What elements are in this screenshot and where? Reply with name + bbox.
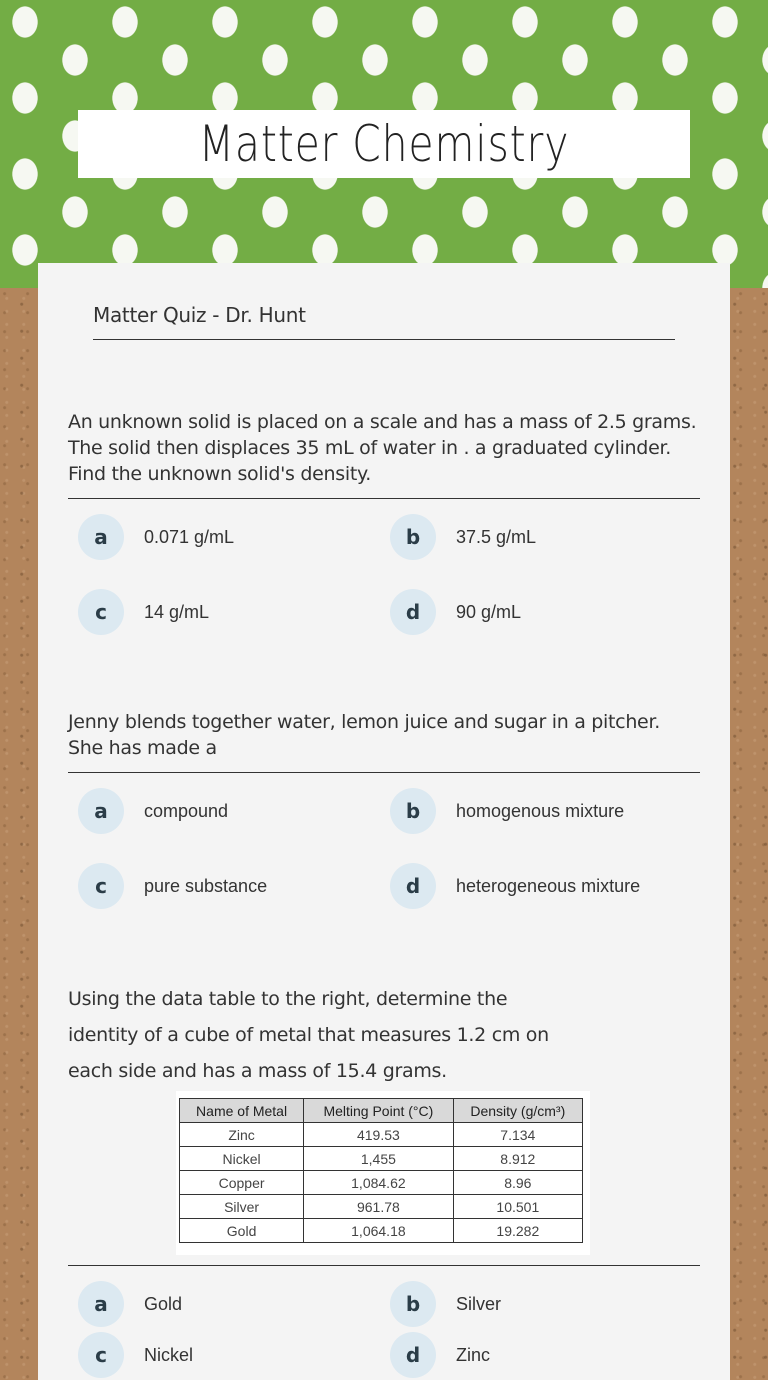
page-title: Matter Chemistry (198, 115, 570, 173)
option-letter: a (78, 1281, 124, 1327)
table-cell: 8.96 (453, 1171, 582, 1195)
table-cell: Zinc (180, 1123, 304, 1147)
option-letter: b (390, 1281, 436, 1327)
option-3c[interactable] (78, 1332, 193, 1378)
option-1b[interactable] (390, 514, 536, 560)
option-text: 0.071 g/mL (144, 526, 235, 547)
table-row (180, 1171, 583, 1195)
table-cell: 7.134 (453, 1123, 582, 1147)
option-2c[interactable] (78, 863, 267, 909)
table-cell: 8.912 (453, 1147, 582, 1171)
option-letter: c (78, 1332, 124, 1378)
table-cell: 1,455 (304, 1147, 454, 1171)
option-text: heterogeneous mixture (456, 875, 641, 896)
option-text: Nickel (144, 1344, 194, 1365)
worksheet-subtitle: Matter Quiz - Dr. Hunt (93, 303, 675, 340)
option-letter: d (390, 1332, 436, 1378)
option-text: Silver (456, 1293, 502, 1314)
option-text: compound (144, 800, 229, 821)
option-text: 90 g/mL (456, 601, 522, 622)
option-3d[interactable] (390, 1332, 490, 1378)
option-text: 37.5 g/mL (456, 526, 537, 547)
table-cell: Gold (180, 1219, 304, 1243)
option-1a[interactable] (78, 514, 234, 560)
table-header-cell: Density (g/cm³) (453, 1099, 582, 1123)
option-letter: b (390, 514, 436, 560)
table-cell: 1,084.62 (304, 1171, 454, 1195)
option-2a[interactable] (78, 788, 228, 834)
option-letter: b (390, 788, 436, 834)
table-cell: 1,064.18 (304, 1219, 454, 1243)
option-text: Gold (144, 1293, 183, 1314)
table-cell: 10.501 (453, 1195, 582, 1219)
worksheet (38, 263, 730, 1380)
option-letter: d (390, 589, 436, 635)
option-1d[interactable] (390, 589, 521, 635)
table-row (180, 1195, 583, 1219)
table-cell: Silver (180, 1195, 304, 1219)
table-row (180, 1123, 583, 1147)
table-cell: 419.53 (304, 1123, 454, 1147)
table-cell: Copper (180, 1171, 304, 1195)
metal-data-table (176, 1091, 590, 1255)
option-1c[interactable] (78, 589, 209, 635)
option-text: homogenous mixture (456, 800, 625, 821)
metals-table (179, 1098, 583, 1243)
option-letter: d (390, 863, 436, 909)
table-row (180, 1219, 583, 1243)
question-3-text: Using the data table to the right, determine the identity of a cube of metal that measures 1.2 cm on each side and has a mass of 15.4 grams. (68, 988, 549, 1082)
table-header-cell: Melting Point (°C) (304, 1099, 454, 1123)
option-2b[interactable] (390, 788, 624, 834)
table-header-cell: Name of Metal (180, 1099, 304, 1123)
divider (68, 498, 700, 499)
option-letter: a (78, 514, 124, 560)
divider (68, 1265, 700, 1266)
title-box (78, 110, 690, 178)
question-2-text: Jenny blends together water, lemon juice and sugar in a pitcher. She has made a (68, 711, 660, 759)
option-3b[interactable] (390, 1281, 501, 1327)
option-text: 14 g/mL (144, 601, 210, 622)
table-cell: 19.282 (453, 1219, 582, 1243)
option-text: pure substance (144, 875, 268, 896)
option-text: Zinc (456, 1344, 491, 1365)
header-banner (0, 0, 768, 288)
option-letter: c (78, 863, 124, 909)
option-letter: a (78, 788, 124, 834)
divider (68, 772, 700, 773)
table-cell: Nickel (180, 1147, 304, 1171)
question-1-text: An unknown solid is placed on a scale and has a mass of 2.5 grams. The solid then displaces 35 mL of water in . a graduated cylinder. Find the unknown solid's density. (68, 411, 697, 485)
option-letter: c (78, 589, 124, 635)
option-2d[interactable] (390, 863, 640, 909)
option-3a[interactable] (78, 1281, 182, 1327)
table-cell: 961.78 (304, 1195, 454, 1219)
table-header-row (180, 1099, 583, 1123)
table-row (180, 1147, 583, 1171)
